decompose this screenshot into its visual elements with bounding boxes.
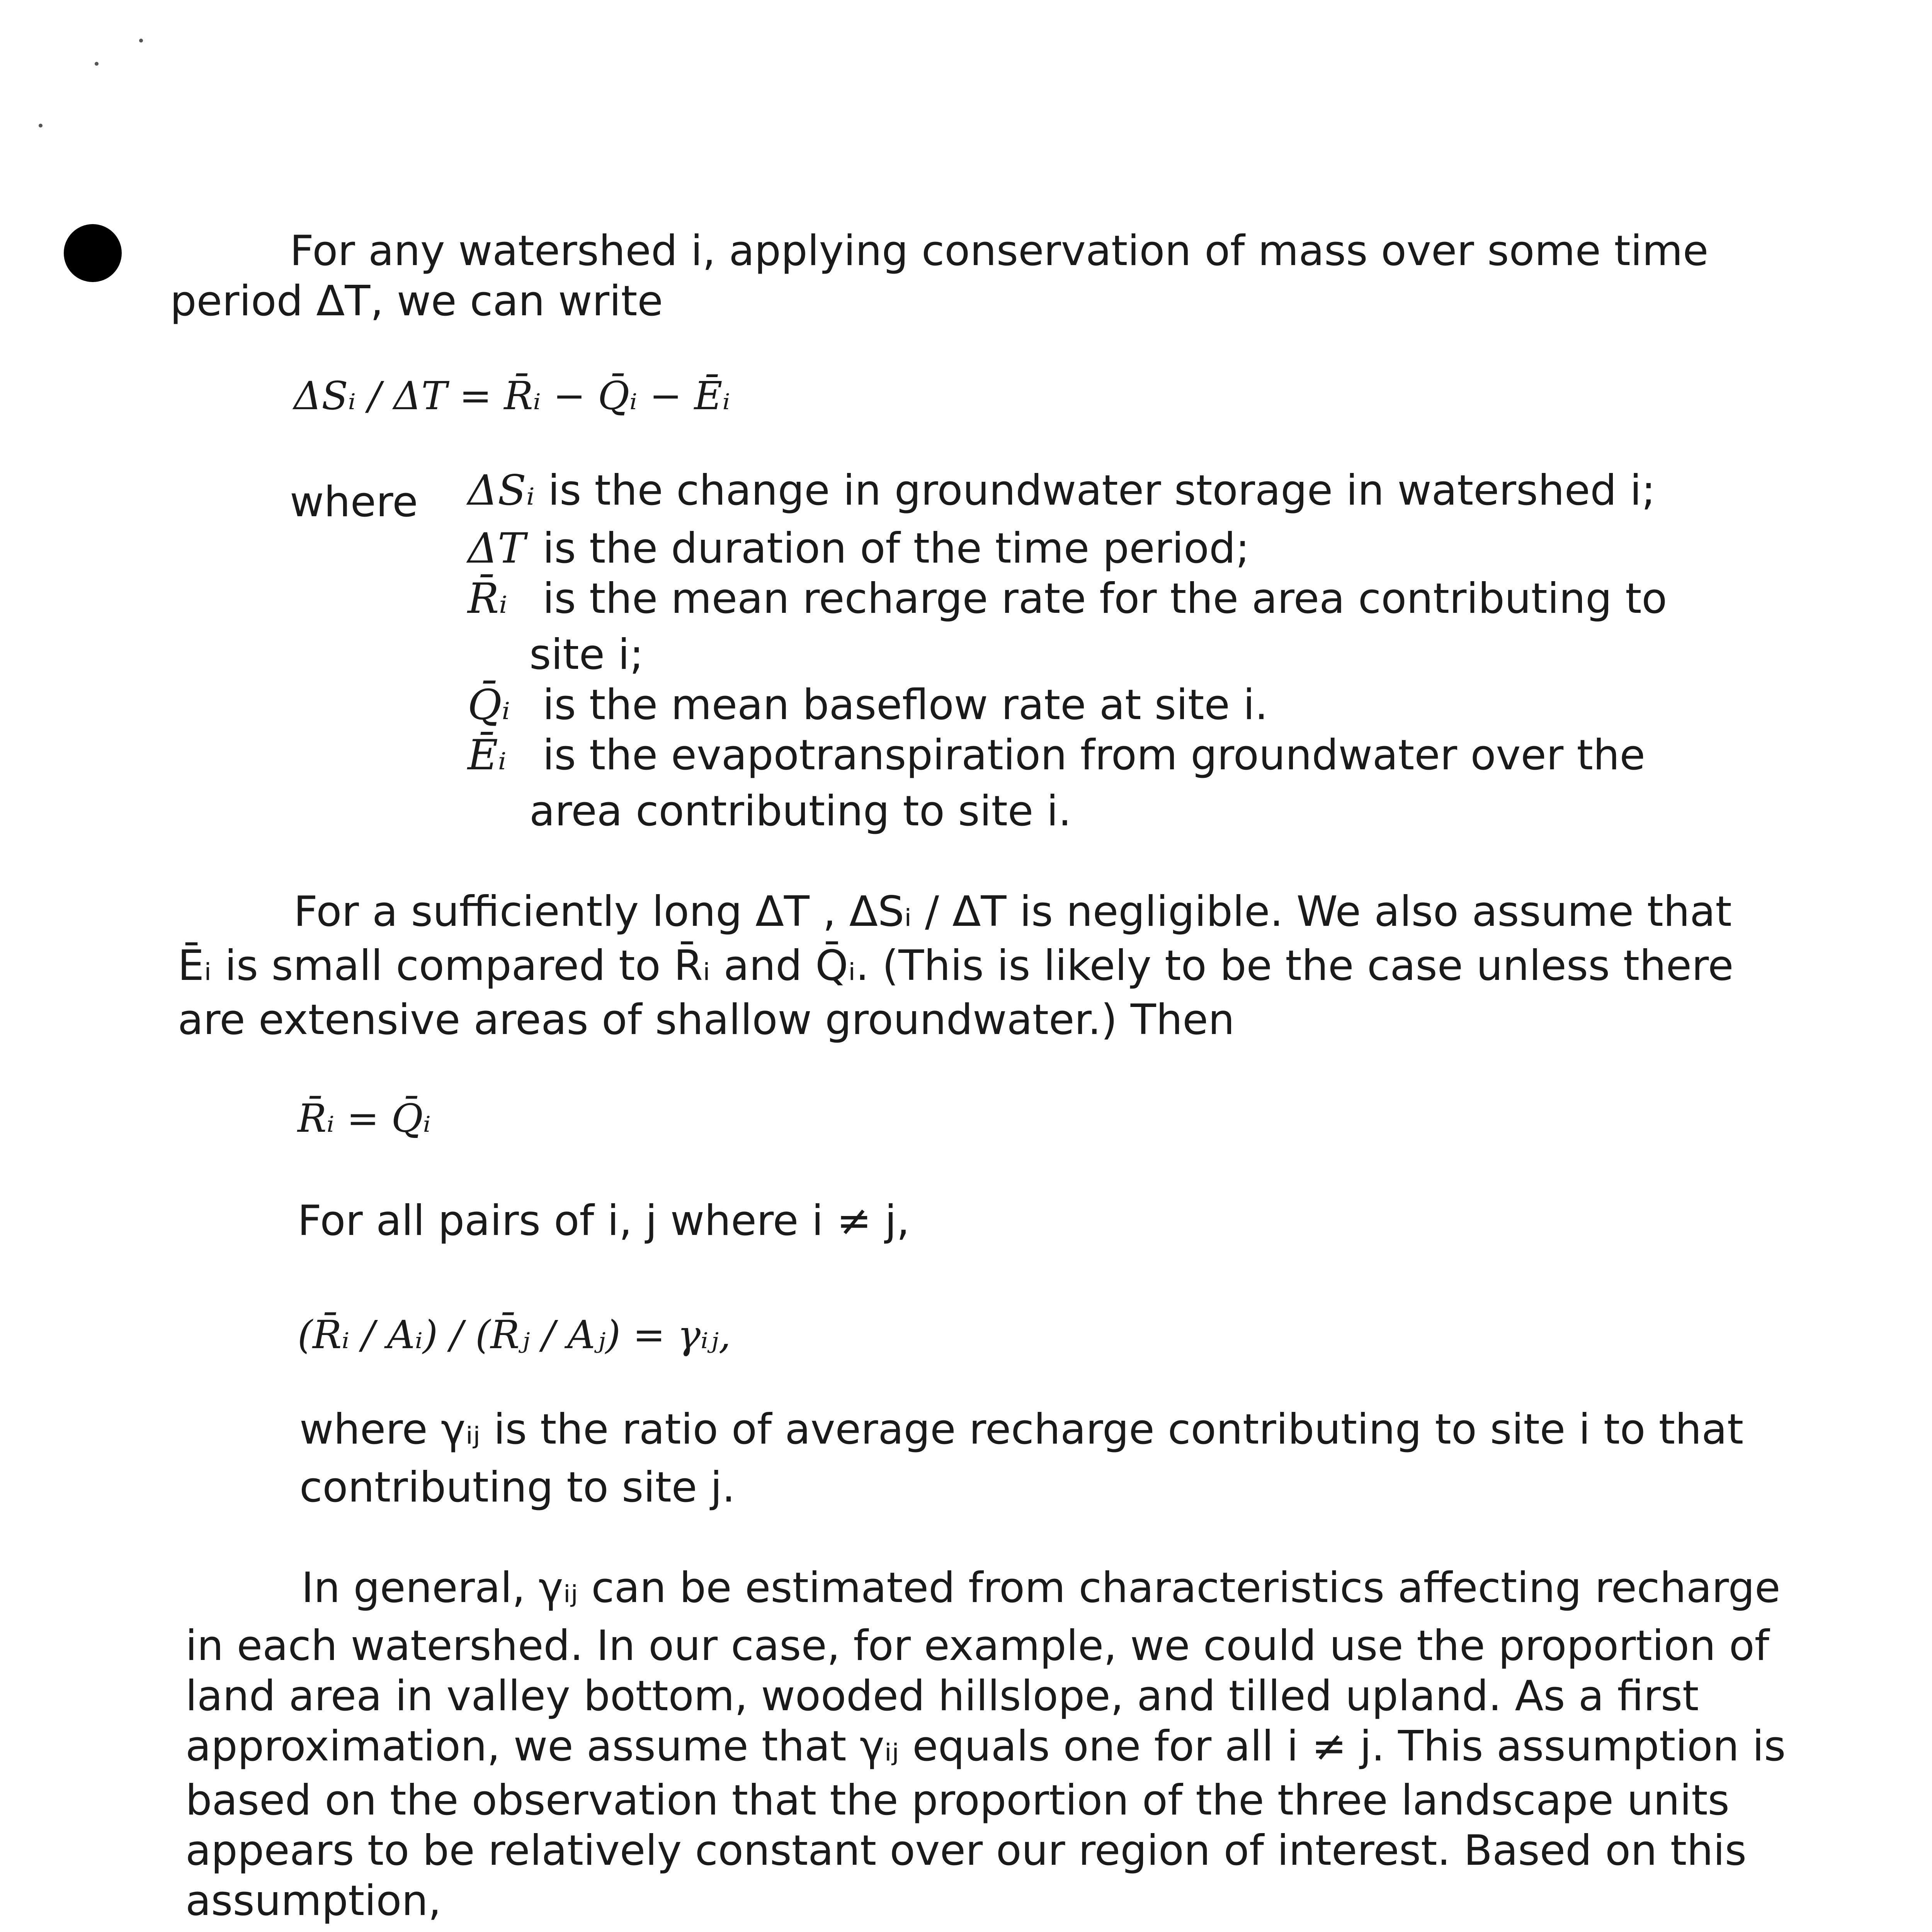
- definition-line: [529, 628, 644, 682]
- definition-text: is the evapotranspiration from groundwater over the: [543, 731, 1645, 779]
- definition-symbol: Ēᵢ: [468, 731, 507, 779]
- definition-text: site i;: [529, 631, 644, 679]
- definition-line: [468, 728, 1645, 782]
- definition-line: [468, 464, 1656, 518]
- paragraph-line: in each watershed. In our case, for example, we could use the proportion of: [185, 1622, 1769, 1670]
- definition-line: [468, 522, 1250, 576]
- equation-recharge-equals-baseflow: R̄ᵢ = Q̄ᵢ: [298, 1096, 431, 1141]
- paragraph-line: assumption,: [185, 1877, 442, 1925]
- paragraph-line: For a sufficiently long ΔT , ΔSᵢ / ΔT is negligible. We also assume that: [294, 888, 1732, 936]
- paragraph-line: For all pairs of i, j where i ≠ j,: [298, 1197, 910, 1245]
- paragraph-line: approximation, we assume that γᵢⱼ equals one for all i ≠ j. This assumption is: [185, 1722, 1786, 1770]
- definition-symbol: ΔT: [468, 524, 526, 573]
- equation-mass-balance: ΔSᵢ / ΔT = R̄ᵢ − Q̄ᵢ − Ēᵢ: [294, 373, 730, 418]
- definition-text: is the duration of the time period;: [543, 524, 1250, 573]
- definition-line: [468, 572, 1667, 626]
- definition-text: area contributing to site i.: [529, 787, 1071, 835]
- scan-speck: [95, 62, 99, 66]
- definition-text: is the mean baseflow rate at site i.: [543, 681, 1268, 729]
- definition-symbol: ΔSᵢ: [468, 466, 535, 515]
- paragraph-line: land area in valley bottom, wooded hillslope, and tilled upland. As a first: [185, 1672, 1699, 1720]
- definition-text: is the mean recharge rate for the area contributing to: [543, 575, 1667, 623]
- definition-symbol: Q̄ᵢ: [468, 681, 510, 729]
- paragraph-line: based on the observation that the proportion of the three landscape units: [185, 1776, 1730, 1825]
- paragraph-line: where γᵢⱼ is the ratio of average recharge contributing to site i to that: [299, 1405, 1744, 1454]
- definition-text: is the change in groundwater storage in watershed i;: [548, 466, 1656, 515]
- paragraph-line: contributing to site j.: [299, 1463, 735, 1512]
- definition-line: [468, 678, 1268, 732]
- scan-speck: [39, 124, 43, 128]
- paragraph-line: period ΔT, we can write: [170, 277, 663, 325]
- scan-speck: [139, 39, 143, 43]
- paragraph-line: appears to be relatively constant over our region of interest. Based on this: [185, 1827, 1747, 1875]
- definition-symbol: R̄ᵢ: [468, 575, 508, 623]
- equation-gamma-ratio: (R̄ᵢ / Aᵢ) / (R̄ⱼ / Aⱼ) = γᵢⱼ,: [298, 1312, 731, 1357]
- paragraph-line: Ēᵢ is small compared to R̄ᵢ and Q̄ᵢ. (This is likely to be the case unless there: [178, 942, 1734, 990]
- where-label: where: [290, 478, 418, 526]
- punch-hole-top: [64, 224, 122, 282]
- paragraph-line: are extensive areas of shallow groundwater.) Then: [178, 996, 1235, 1044]
- paragraph-line: For any watershed i, applying conservation of mass over some time: [290, 227, 1709, 275]
- paragraph-line: In general, γᵢⱼ can be estimated from characteristics affecting recharge: [301, 1564, 1781, 1612]
- definition-line: [529, 784, 1071, 838]
